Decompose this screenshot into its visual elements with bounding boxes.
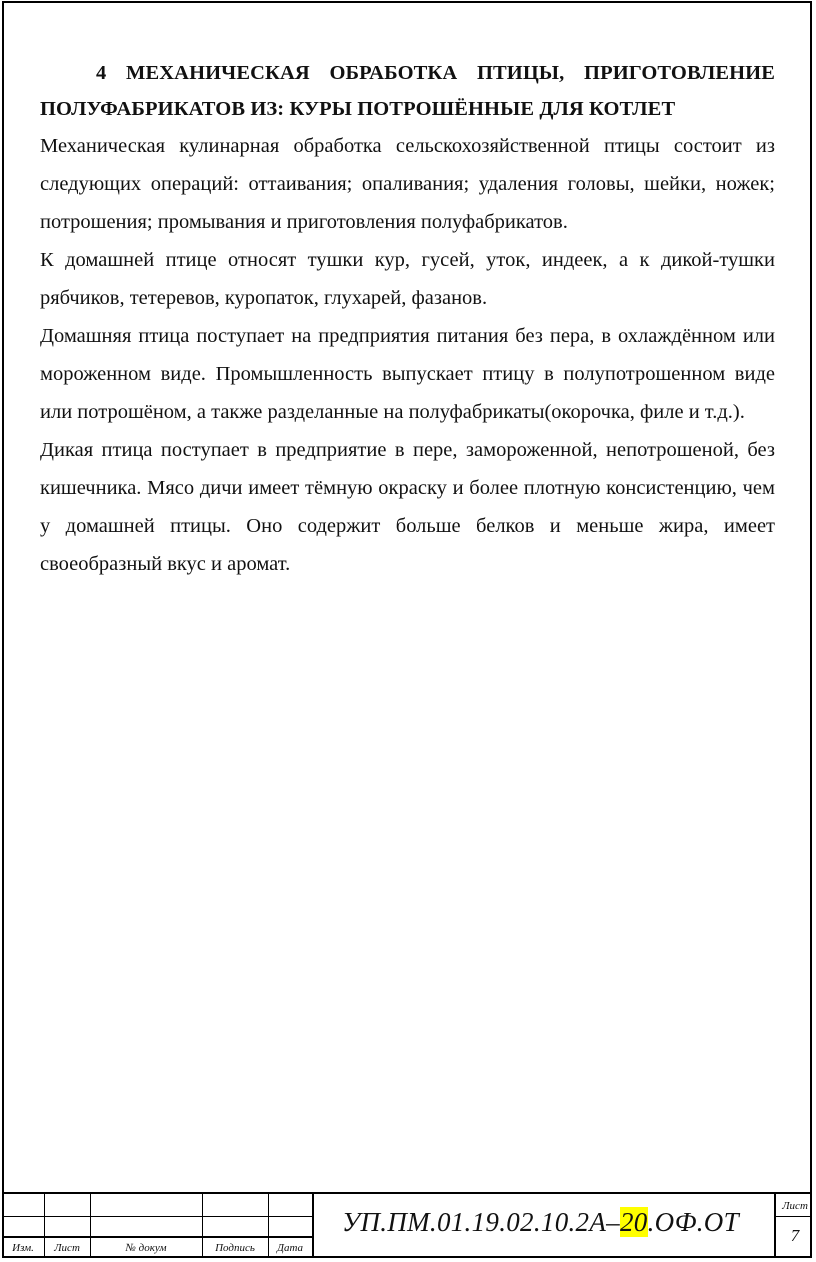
stamp-caption-doc: № докум [125, 1242, 167, 1254]
document-code-highlight: 20 [619, 1207, 648, 1237]
document-code-suffix: .ОФ.ОТ [647, 1207, 739, 1237]
stamp-caption-izm: Изм. [12, 1242, 34, 1254]
stamp-row-line [774, 1216, 812, 1217]
stamp-divider [312, 1194, 314, 1258]
document-code-prefix: УП.ПМ.01.19.02.10.2А– [342, 1207, 620, 1237]
paragraph-4: Дикая птица поступает в предприятие в пере, замороженной, непотрошеной, без кишечника. Мясо дичи имеет тёмную окраску и более плотную консистенцию, чем у домашней птицы. Оно содержит больше белков и меньше жира, имеет своеобразный вкус и аромат. [40, 439, 775, 575]
stamp-caption-sign: Подпись [215, 1242, 255, 1254]
section-heading: 4 МЕХАНИЧЕСКАЯ ОБРАБОТКА ПТИЦЫ, ПРИГОТОВЛЕНИЕ ПОЛУФАБРИКАТОВ ИЗ: КУРЫ ПОТРОШЁННЫЕ ДЛЯ КОТЛЕТ [40, 62, 775, 120]
sheet-label: Лист [782, 1200, 808, 1212]
paragraph-3: Домашняя птица поступает на предприятия питания без пера, в охлаждённом или мороженном виде. Промышленность выпускает птицу в полупотрошенном виде или потрошёном, а также разделанные на полуфабрикаты(окорочка, филе и т.д.). [40, 325, 775, 423]
title-block [2, 1192, 812, 1258]
stamp-divider [774, 1194, 776, 1258]
stamp-row-line [2, 1236, 312, 1238]
paragraph-1: Механическая кулинарная обработка сельскохозяйственной птицы состоит из следующих операций: оттаивания; опаливания; удаления головы, шейки, ножек; потрошения; промывания и приготовления полуфабрикатов. [40, 135, 775, 233]
document-code [342, 1207, 739, 1238]
stamp-row-line [2, 1216, 312, 1217]
stamp-caption-date: Дата [276, 1242, 304, 1254]
stamp-caption-list: Лист [54, 1242, 80, 1254]
paragraph-2: К домашней птице относят тушки кур, гусей, уток, индеек, а к дикой-тушки рябчиков, тетеревов, куропаток, глухарей, фазанов. [40, 249, 775, 309]
sheet-number: 7 [790, 1226, 800, 1245]
document-body [40, 55, 775, 583]
